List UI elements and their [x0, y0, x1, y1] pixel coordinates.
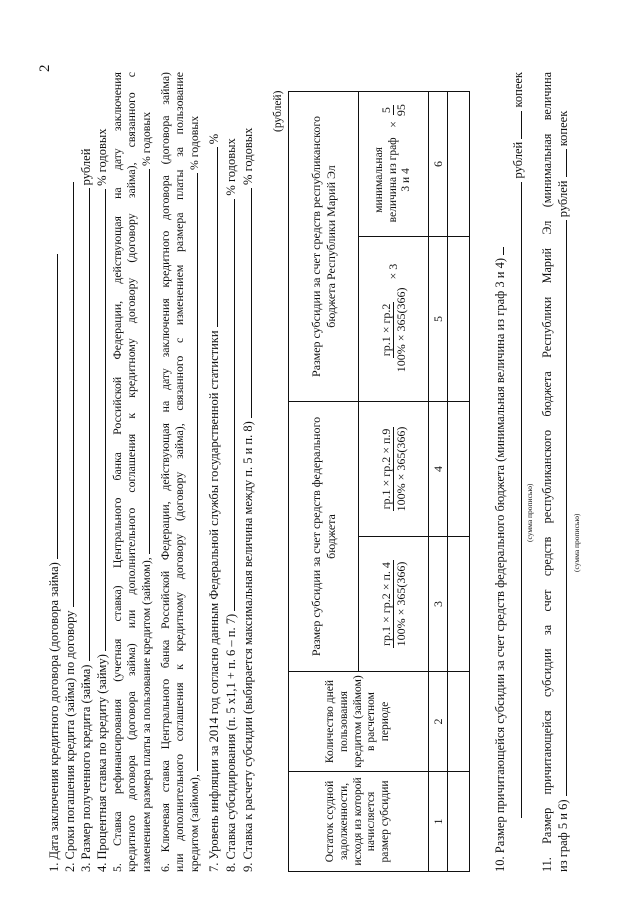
- table-cell: [448, 672, 470, 772]
- item-10-kopecks-field: [510, 111, 522, 139]
- formula-3-numerator: гр.1 × гр.2 × п. 4: [378, 562, 393, 646]
- item-5-line-2: кредитного договора (договора займа) или дополнительного соглашения к кредитному договору (договору займа), связанного с: [124, 72, 139, 872]
- item-4: [94, 128, 110, 872]
- item-11-words-field: [555, 220, 567, 796]
- formula-col-6: [359, 91, 429, 236]
- item-10-label: 10. Размер причитающейся субсидии за счет средств федерального бюджета (минимальная величина из граф 3 и 4): [493, 258, 507, 872]
- column-number: 2: [429, 672, 448, 772]
- item-6: [158, 72, 202, 872]
- formula-4-numerator: гр.1 × гр.2 × п.9: [378, 428, 393, 510]
- item-6-line-3: кредитом (займом),: [187, 774, 202, 872]
- item-6-field: [186, 173, 198, 771]
- formula-col-5: [359, 236, 429, 401]
- column-number: 3: [429, 537, 448, 672]
- header-days: Количество дней пользования кредитом (займом) в расчетном периоде: [289, 672, 429, 772]
- table-cell: [448, 236, 470, 401]
- item-3-field: [78, 188, 90, 661]
- item-4-unit: % годовых: [95, 128, 109, 186]
- item-3-label: 3. Размер полученного кредита (займа): [79, 664, 93, 872]
- item-3: [78, 149, 94, 872]
- item-4-label: 4. Процентная ставка по кредиту (займу): [95, 654, 109, 872]
- item-5: [110, 72, 154, 872]
- table-data-row: [448, 91, 470, 871]
- item-1: [46, 254, 62, 872]
- item-8-label: 8. Ставка субсидирования (п. 5 х1,1 + п. 6 – п. 7): [224, 613, 238, 872]
- item-10-amount-line: [510, 72, 526, 872]
- rotated-document-page: [37, 32, 600, 872]
- item-5-line-3: изменением размера платы за пользование кредитом (займом),: [139, 557, 154, 872]
- item-4-field: [94, 189, 106, 651]
- formula-3-denominator: 100% × 365(366): [394, 561, 408, 647]
- item-11-sum-in-words-note: (сумма прописью): [572, 513, 581, 572]
- item-8: [223, 138, 239, 872]
- item-10: [492, 247, 508, 872]
- formula-5-denominator: 100% × 365(366): [394, 287, 408, 373]
- item-6-line-2: или дополнительного соглашения к кредитному договору (договору займа), связанного с изменением размера платы за пользование: [172, 72, 187, 872]
- table-column-number-row: [429, 91, 448, 871]
- formula-4-denominator: 100% × 365(366): [394, 426, 408, 512]
- item-7: [206, 134, 222, 872]
- item-5-field: [138, 169, 150, 554]
- item-5-unit: % годовых: [139, 111, 154, 166]
- item-1-field: [46, 254, 58, 559]
- table-header-row: [289, 91, 359, 871]
- formula-6-denominator: 95: [394, 104, 408, 117]
- item-7-unit: %: [207, 133, 221, 145]
- header-federal: Размер субсидии за счет средств федерального бюджета: [289, 401, 359, 671]
- item-9: [240, 128, 256, 872]
- item-11-line-2: из граф 5 и 6): [555, 799, 570, 872]
- formula-5-numerator: гр.1 × гр.2: [378, 303, 393, 357]
- item-10-sum-in-words-note: (сумма прописью): [525, 483, 534, 542]
- table-cell: [448, 91, 470, 236]
- subsidy-calculation-table: [288, 91, 470, 872]
- item-1-label: 1. Дата заключения кредитного договора (договора займа): [47, 562, 61, 872]
- formula-col-4: [359, 401, 429, 536]
- formula-5-multiplier: × 3: [386, 263, 401, 280]
- item-2: [62, 182, 78, 872]
- item-9-unit: % годовых: [241, 127, 255, 185]
- column-number: 6: [429, 91, 448, 236]
- table-unit-note: (рублей): [272, 90, 284, 132]
- header-balance: Остаток ссудной задолженности, исходя из которой начисляется размер субсидии: [289, 772, 429, 872]
- item-7-field: [206, 147, 218, 327]
- item-6-line-1: 6. Ключевая ставка Центрального банка Российской Федерации, действующая на дату заключения кредитного договора (договора займа): [158, 72, 172, 872]
- item-11: [540, 72, 571, 872]
- item-11-line-1: 11. Размер причитающейся субсидии за счет средств республиканского бюджета Республики Марий Эл (минимальная величина: [540, 72, 554, 872]
- column-number: 4: [429, 401, 448, 536]
- column-number: 5: [429, 236, 448, 401]
- item-2-field: [62, 182, 74, 607]
- formula-6-numerator: 5: [378, 107, 393, 114]
- page-number: 2: [37, 64, 53, 72]
- item-2-label: 2. Сроки погашения кредита (займа) по договору: [63, 610, 77, 872]
- item-9-field: [240, 188, 252, 418]
- table-cell: [448, 401, 470, 536]
- item-6-unit: % годовых: [187, 115, 202, 171]
- item-10-words-field: [510, 182, 522, 818]
- formula-6-text: минимальная величина из граф 3 и 4: [372, 137, 413, 223]
- item-7-label: 7. Уровень инфляции за 2014 год согласно данным Федеральной службы государственной статистики: [207, 330, 221, 872]
- item-9-label: 9. Ставка к расчету субсидии (выбирается максимальная величина между п. 5 и п. 8): [241, 421, 255, 872]
- formula-col-3: [359, 537, 429, 672]
- formula-6-multiplier: ×: [386, 121, 401, 128]
- item-5-line-1: 5. Ставка рефинансирования (учетная ставка) Центрального банка Российской Федерации, действующая на дату заключения: [110, 72, 124, 872]
- item-10-rubles: рублей: [511, 141, 525, 179]
- item-10-kopecks: копеек: [511, 72, 525, 108]
- table-cell: [448, 537, 470, 672]
- table-cell: [448, 772, 470, 872]
- item-8-field: [223, 199, 235, 611]
- column-number: 1: [429, 772, 448, 872]
- header-republican: Размер субсидии за счет средств республиканского бюджета Республики Марий Эл: [289, 91, 359, 401]
- item-8-unit: % годовых: [224, 138, 238, 196]
- item-11-rubles: рублей: [555, 180, 570, 218]
- item-11-kopecks: копеек: [555, 110, 570, 147]
- item-11-kopecks-field: [555, 149, 567, 177]
- item-10-amount-field: [492, 247, 504, 255]
- item-3-unit: рублей: [79, 148, 93, 186]
